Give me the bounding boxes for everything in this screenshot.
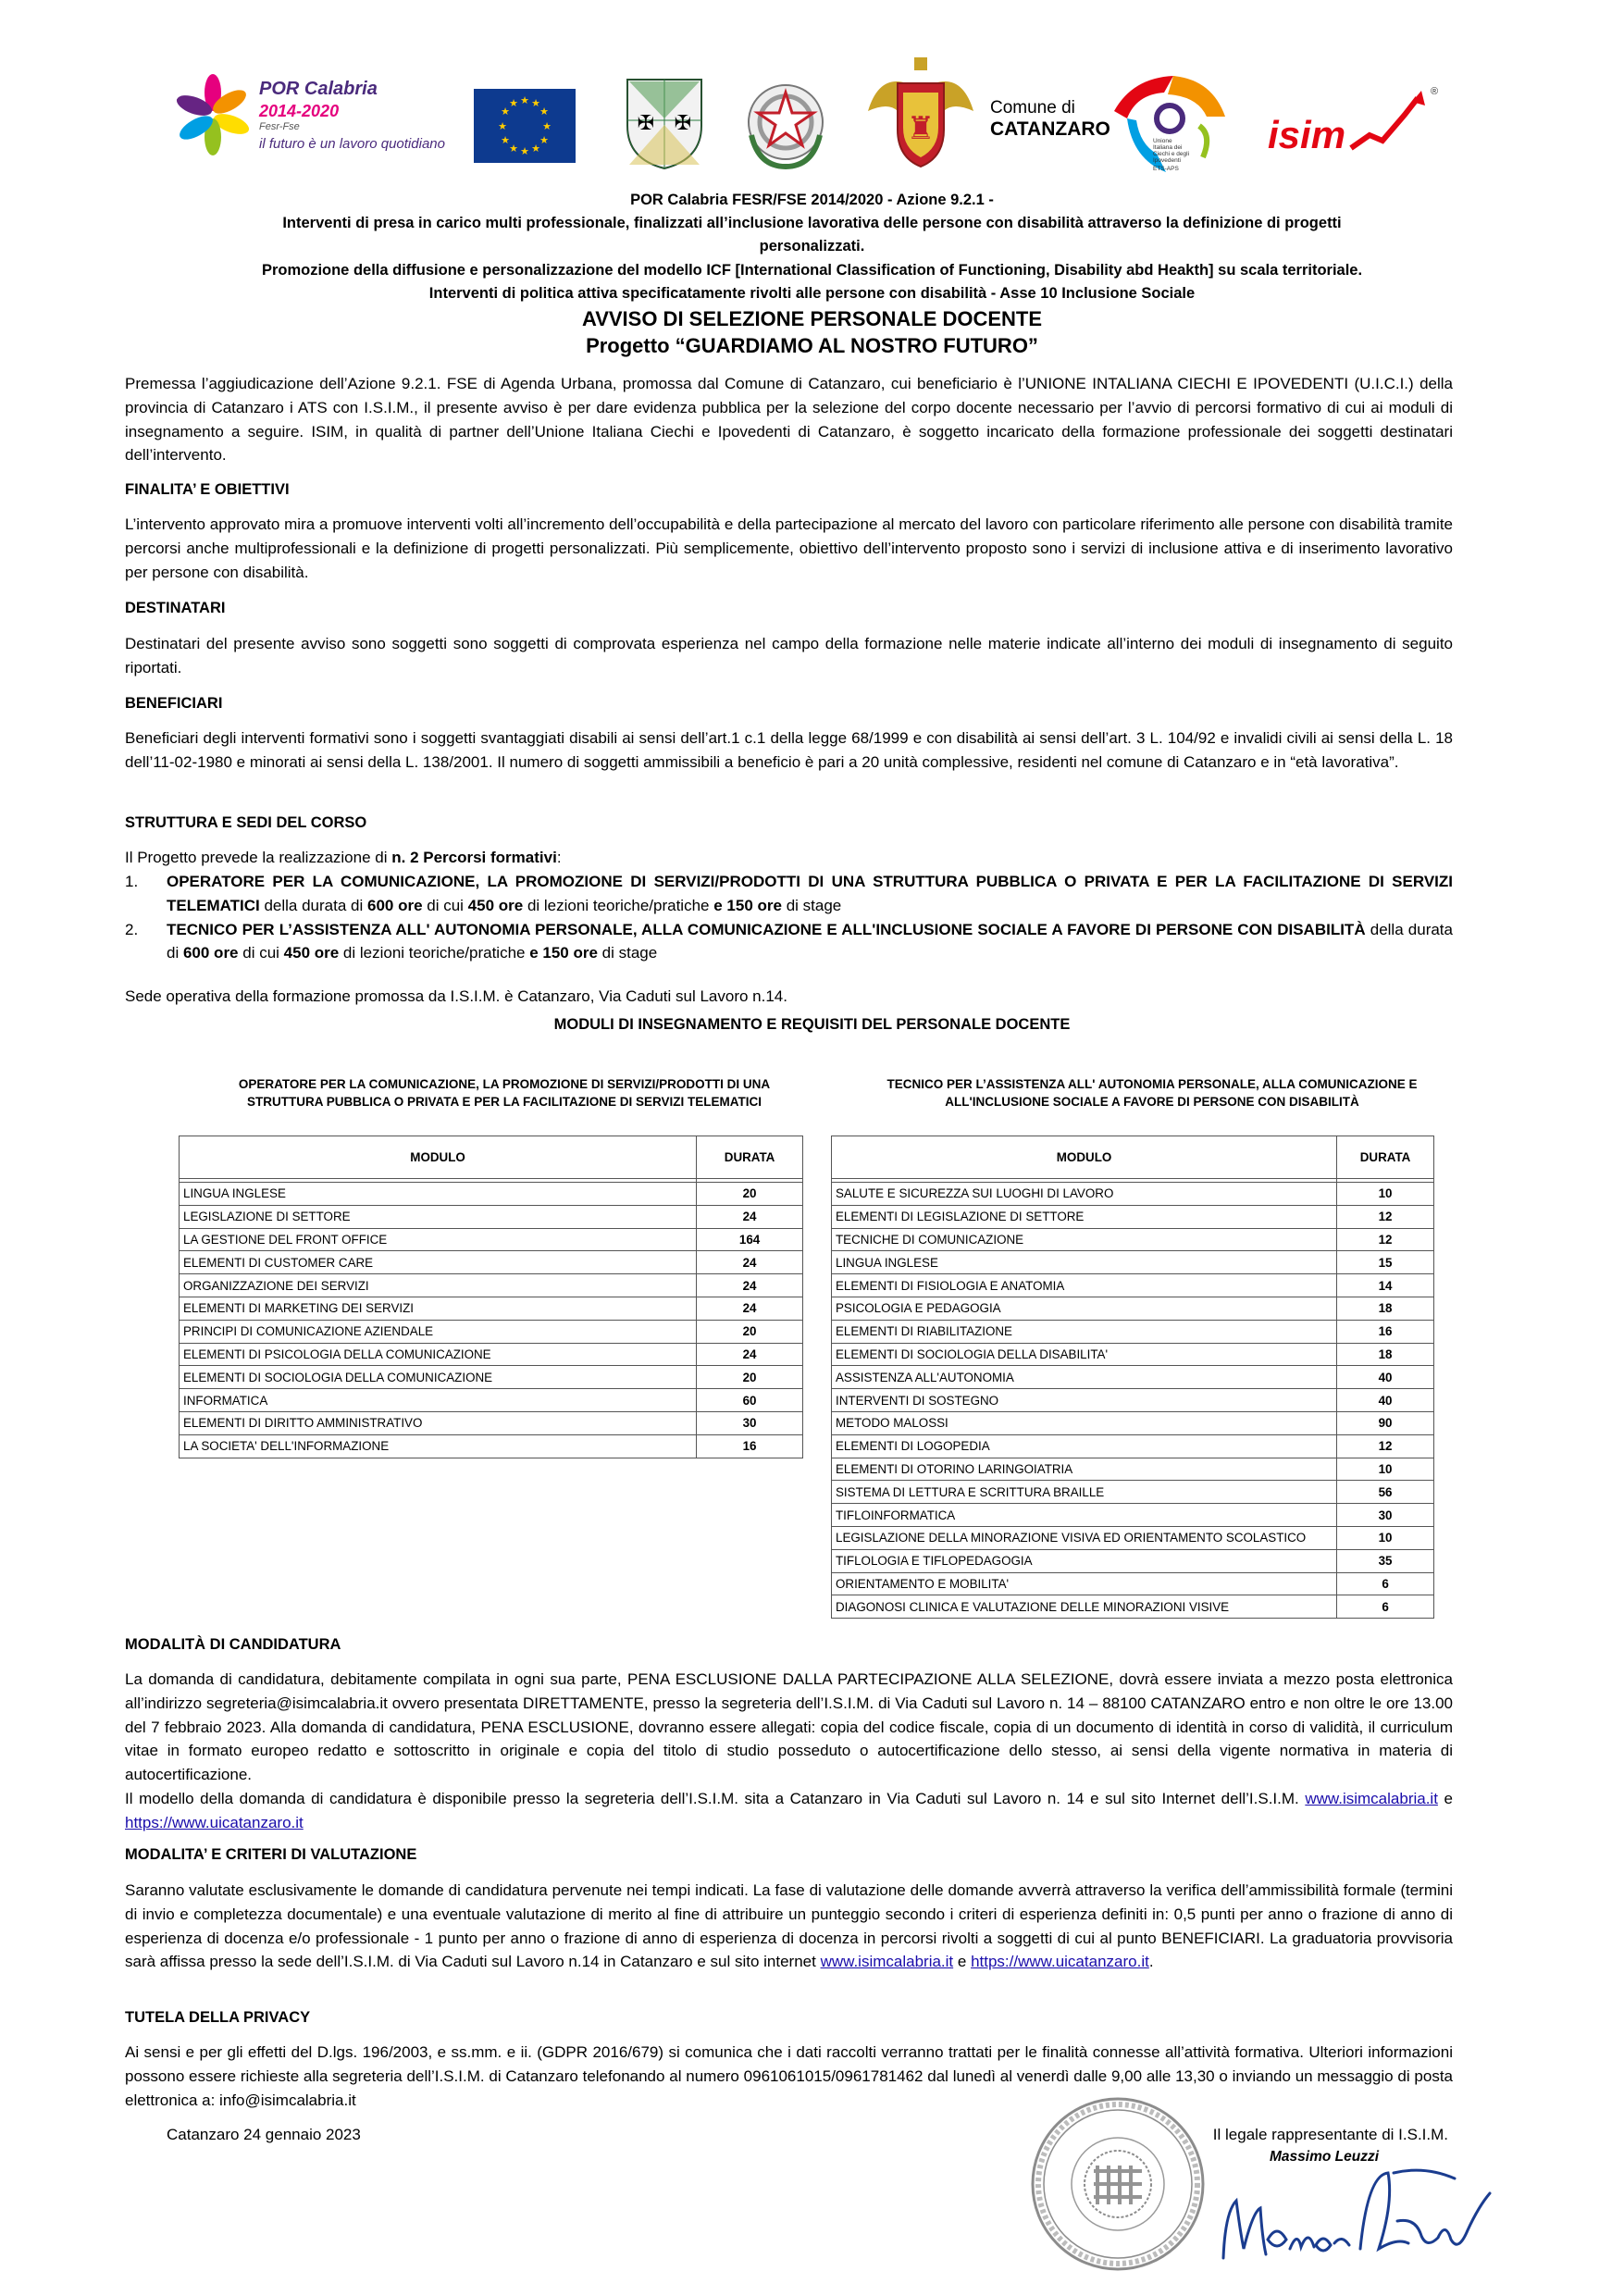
module-duration-cell: 24 bbox=[697, 1205, 803, 1228]
module-duration-cell: 16 bbox=[1337, 1320, 1434, 1343]
svg-text:★: ★ bbox=[498, 120, 507, 132]
course-list-item bbox=[125, 870, 1453, 918]
table-row bbox=[832, 1251, 1434, 1274]
handwritten-signature bbox=[1212, 2156, 1508, 2286]
table-row bbox=[180, 1297, 803, 1320]
module-duration-cell: 24 bbox=[697, 1297, 803, 1320]
section-heading-criteri: MODALITA’ E CRITERI DI VALUTAZIONE bbox=[125, 1846, 417, 1863]
comune-line2: CATANZARO bbox=[990, 118, 1110, 140]
module-duration-cell: 24 bbox=[697, 1251, 803, 1274]
module-name-cell: TIFLOINFORMATICA bbox=[832, 1504, 1337, 1527]
module-name-cell: LINGUA INGLESE bbox=[832, 1251, 1337, 1274]
course-hours-total: 600 ore bbox=[366, 896, 423, 914]
svg-text:★: ★ bbox=[501, 105, 510, 118]
criteri-end: . bbox=[1148, 1953, 1154, 1971]
table-row bbox=[832, 1549, 1434, 1572]
table-row bbox=[832, 1320, 1434, 1343]
module-name-cell: LINGUA INGLESE bbox=[180, 1183, 697, 1206]
module-name-cell: SISTEMA DI LETTURA E SCRITTURA BRAILLE bbox=[832, 1481, 1337, 1504]
svg-text:★: ★ bbox=[520, 94, 529, 106]
por-fund: Fesr-Fse bbox=[259, 121, 300, 132]
svg-text:✠: ✠ bbox=[674, 112, 692, 135]
module-name-cell: TIFLOLOGIA E TIFLOPEDAGOGIA bbox=[832, 1549, 1337, 1572]
isim-logo bbox=[1258, 81, 1444, 165]
module-duration-cell: 12 bbox=[1337, 1228, 1434, 1251]
table-row bbox=[832, 1389, 1434, 1412]
svg-text:♜: ♜ bbox=[906, 110, 936, 147]
module-name-cell: ELEMENTI DI LEGISLAZIONE DI SETTORE bbox=[832, 1205, 1337, 1228]
course-text: di lezioni teoriche/pratiche bbox=[339, 944, 530, 962]
svg-text:★: ★ bbox=[509, 143, 518, 155]
module-duration-cell: 18 bbox=[1337, 1297, 1434, 1320]
official-stamp-icon bbox=[1025, 2091, 1210, 2277]
header-line-4: Promozione della diffusione e personalizzazione del modello ICF [International Classification of Functioning, Disability abd Heakth] su scala territoriale. bbox=[261, 262, 1363, 279]
course-hours-lessons: 450 ore bbox=[283, 944, 340, 962]
calabria-region-crest-icon bbox=[620, 74, 709, 172]
module-name-cell: ELEMENTI DI CUSTOMER CARE bbox=[180, 1251, 697, 1274]
svg-text:★: ★ bbox=[509, 97, 518, 109]
module-name-cell: ELEMENTI DI LOGOPEDIA bbox=[832, 1434, 1337, 1458]
struttura-intro-count: n. 2 Percorsi formativi bbox=[391, 849, 557, 866]
table-row bbox=[180, 1274, 803, 1297]
svg-text:★: ★ bbox=[520, 145, 529, 157]
notice-title: AVVISO DI SELEZIONE PERSONALE DOCENTE bbox=[581, 307, 1043, 330]
module-duration-cell: 40 bbox=[1337, 1366, 1434, 1389]
module-name-cell: PSICOLOGIA E PEDAGOGIA bbox=[832, 1297, 1337, 1320]
uici-logo bbox=[1109, 74, 1231, 176]
finalita-paragraph: L’intervento approvato mira a promuove interventi volti all’incremento dell’occupabilità e della partecipazione al mercato del lavoro con particolare riferimento alle persone con disabilità tramite percorsi anche multiprofessionali e la definizione di progetti personalizzati. Più semplicemente, obiettivo dell’intervento proposto sono i servizi di inclusione attiva e di inserimento lavorativo per persone con disabilità. bbox=[125, 515, 1453, 581]
table-row bbox=[832, 1595, 1434, 1619]
sede-paragraph: Sede operativa della formazione promossa da I.S.I.M. è Catanzaro, Via Caduti sul Lavoro n.14. bbox=[125, 987, 787, 1005]
module-duration-cell: 35 bbox=[1337, 1549, 1434, 1572]
comune-catanzaro-logo bbox=[861, 56, 1110, 176]
table-row bbox=[832, 1411, 1434, 1434]
module-duration-cell: 30 bbox=[697, 1411, 803, 1434]
svg-text:★: ★ bbox=[539, 105, 549, 118]
course-text: di cui bbox=[422, 896, 468, 914]
module-name-cell: ELEMENTI DI OTORINO LARINGOIATRIA bbox=[832, 1458, 1337, 1481]
table1-title bbox=[180, 1075, 828, 1111]
module-duration-cell: 14 bbox=[1337, 1274, 1434, 1297]
table-row bbox=[832, 1434, 1434, 1458]
column-header-durata: DURATA bbox=[1337, 1136, 1434, 1179]
section-heading-privacy: TUTELA DELLA PRIVACY bbox=[125, 2009, 311, 2026]
table-row bbox=[180, 1183, 803, 1206]
course-text: della durata di bbox=[259, 896, 367, 914]
table-row bbox=[180, 1343, 803, 1366]
table-header-row bbox=[180, 1136, 803, 1179]
section-heading-beneficiari: BENEFICIARI bbox=[125, 695, 223, 712]
module-duration-cell: 164 bbox=[697, 1228, 803, 1251]
table-row bbox=[180, 1366, 803, 1389]
module-duration-cell: 60 bbox=[697, 1389, 803, 1412]
isim-reg: ® bbox=[1431, 86, 1439, 97]
por-motto: il futuro è un lavoro quotidiano bbox=[259, 136, 445, 152]
course-text: di lezioni teoriche/pratiche bbox=[523, 896, 714, 914]
svg-text:✠: ✠ bbox=[637, 112, 655, 135]
module-name-cell: ORGANIZZAZIONE DEI SERVIZI bbox=[180, 1274, 697, 1297]
header-line-5: Interventi di politica attiva specificatamente rivolti alle persone con disabilità - Asse 10 Inclusione Sociale bbox=[428, 285, 1196, 302]
signer-name: Massimo Leuzzi bbox=[1270, 2149, 1379, 2165]
table-row bbox=[180, 1205, 803, 1228]
svg-text:★: ★ bbox=[539, 134, 549, 146]
table-row bbox=[832, 1458, 1434, 1481]
isim-website-link[interactable]: www.isimcalabria.it bbox=[1305, 1790, 1438, 1807]
module-duration-cell: 90 bbox=[1337, 1411, 1434, 1434]
module-name-cell: ORIENTAMENTO E MOBILITA' bbox=[832, 1572, 1337, 1595]
module-name-cell: INTERVENTI DI SOSTEGNO bbox=[832, 1389, 1337, 1412]
module-duration-cell: 6 bbox=[1337, 1572, 1434, 1595]
link-separator: e bbox=[1437, 1790, 1453, 1807]
candidatura-paragraph: La domanda di candidatura, debitamente compilata in ogni sua parte, PENA ESCLUSIONE DALLA PARTECIPAZIONE ALLA SELEZIONE, dovrà essere inviata a mezzo posta elettronica all’indirizzo segreteria@isimcalabria.it ovvero presentata DIRETTAMENTE, presso la segreteria dell’I.S.I.M. di Via Caduti sul Lavoro n. 14 – 88100 CATANZARO entro e non oltre le ore 13.00 del 7 febbraio 2023. Alla domanda di candidatura, PENA ESCLUSIONE, dovranno essere allegati: copia del codice fiscale, copia di un documento di identità in corso di validità, il curriculum vitae in formato europeo redatto e sottoscritto in originale e copia del titolo di studio posseduto o autocertificazione dello stesso, ai sensi della vigente normativa in materia di autocertificazione. bbox=[125, 1670, 1453, 1784]
svg-text:★: ★ bbox=[531, 143, 540, 155]
module-name-cell: SALUTE E SICUREZZA SUI LUOGHI DI LAVORO bbox=[832, 1183, 1337, 1206]
column-header-durata: DURATA bbox=[697, 1136, 803, 1179]
section-heading-finalita: FINALITA’ E OBIETTIVI bbox=[125, 481, 290, 498]
table-row bbox=[832, 1183, 1434, 1206]
modello-paragraph bbox=[125, 1787, 1453, 1835]
struttura-intro bbox=[125, 846, 1453, 870]
course-hours-stage: e 150 ore bbox=[713, 896, 782, 914]
table-row bbox=[180, 1389, 803, 1412]
module-name-cell: LEGISLAZIONE DELLA MINORAZIONE VISIVA ED ORIENTAMENTO SCOLASTICO bbox=[832, 1526, 1337, 1549]
modello-text: Il modello della domanda di candidatura è disponibile presso la segreteria dell’I.S.I.M. sita a Catanzaro in Via Caduti sul Lavoro n. 14 e sul sito Internet dell’I.S.I.M. bbox=[125, 1790, 1299, 1807]
table-row bbox=[180, 1228, 803, 1251]
module-duration-cell: 12 bbox=[1337, 1434, 1434, 1458]
por-title: POR Calabria bbox=[259, 79, 378, 99]
module-name-cell: ASSISTENZA ALL'AUTONOMIA bbox=[832, 1366, 1337, 1389]
course-title: OPERATORE PER LA COMUNICAZIONE, LA PROMOZIONE DI SERVIZI/PRODOTTI DI UNA STRUTTURA PUBBLICA O PRIVATA E PER LA FACILITAZIONE DI SERVIZI TELEMATICI bbox=[167, 873, 1453, 914]
table-row bbox=[832, 1228, 1434, 1251]
module-name-cell: DIAGONOSI CLINICA E VALUTAZIONE DELLE MINORAZIONI VISIVE bbox=[832, 1595, 1337, 1619]
section-heading-moduli: MODULI DI INSEGNAMENTO E REQUISITI DEL PERSONALE DOCENTE bbox=[553, 1016, 1071, 1033]
intro-paragraph: Premessa l’aggiudicazione dell’Azione 9.2.1. FSE di Agenda Urbana, promossa dal Comune di Catanzaro, cui beneficiario è l’UNIONE INTALIANA CIECHI E IPOVEDENTI (U.I.C.I.) della provincia di Catanzaro i ATS con I.S.I.M., il presente avviso è per dare evidenza pubblica per la selezione del corpo docente necessario per l’avvio di percorsi formativo di cui ai moduli di insegnamento a seguire. ISIM, in qualità di partner dell’Unione Italiana Ciechi e Ipovedenti di Catanzaro, è soggetto incaricato della formazione professionale dei soggetti destinatari dell’intervento. bbox=[125, 375, 1453, 465]
module-name-cell: ELEMENTI DI PSICOLOGIA DELLA COMUNICAZIONE bbox=[180, 1343, 697, 1366]
table2-title-line1: TECNICO PER L’ASSISTENZA ALL' AUTONOMIA PERSONALE, ALLA COMUNICAZIONE E bbox=[886, 1077, 1418, 1091]
uici-line4: Ipovedenti bbox=[1153, 157, 1181, 164]
uici-line2: Italiana dei bbox=[1153, 144, 1183, 151]
table1-title-line1: OPERATORE PER LA COMUNICAZIONE, LA PROMOZIONE DI SERVIZI/PRODOTTI DI UNA bbox=[238, 1077, 771, 1091]
uici-line1: Unione bbox=[1153, 138, 1172, 144]
header-line-2: Interventi di presa in carico multi professionale, finalizzati all’inclusione lavorativa delle persone con disabilità attraverso la definizione di progetti bbox=[282, 215, 1342, 231]
module-duration-cell: 12 bbox=[1337, 1205, 1434, 1228]
module-duration-cell: 20 bbox=[697, 1183, 803, 1206]
project-title: Progetto “GUARDIAMO AL NOSTRO FUTURO” bbox=[586, 334, 1038, 357]
module-duration-cell: 56 bbox=[1337, 1481, 1434, 1504]
column-header-modulo: MODULO bbox=[180, 1136, 697, 1179]
module-duration-cell: 10 bbox=[1337, 1458, 1434, 1481]
table-row bbox=[180, 1434, 803, 1458]
course-list-item bbox=[125, 918, 1453, 966]
uici-line5: ETS-APS bbox=[1153, 166, 1179, 172]
svg-text:★: ★ bbox=[542, 120, 552, 132]
table-row bbox=[180, 1320, 803, 1343]
section-heading-struttura: STRUTTURA E SEDI DEL CORSO bbox=[125, 814, 367, 831]
struttura-intro-text: Il Progetto prevede la realizzazione di bbox=[125, 849, 392, 866]
eu-flag-logo bbox=[474, 89, 576, 163]
module-name-cell: ELEMENTI DI RIABILITAZIONE bbox=[832, 1320, 1337, 1343]
column-header-modulo: MODULO bbox=[832, 1136, 1337, 1179]
module-name-cell: LA GESTIONE DEL FRONT OFFICE bbox=[180, 1228, 697, 1251]
criteri-paragraph bbox=[125, 1879, 1453, 1974]
module-duration-cell: 18 bbox=[1337, 1343, 1434, 1366]
uici-website-link[interactable]: https://www.uicatanzaro.it bbox=[971, 1953, 1149, 1971]
course-text: di stage bbox=[597, 944, 658, 962]
module-name-cell: ELEMENTI DI SOCIOLOGIA DELLA DISABILITA' bbox=[832, 1343, 1337, 1366]
legal-representative-label: Il legale rappresentante di I.S.I.M. bbox=[1212, 2126, 1448, 2143]
section-heading-candidatura: MODALITÀ DI CANDIDATURA bbox=[125, 1636, 341, 1653]
course-hours-total: 600 ore bbox=[182, 944, 239, 962]
place-date: Catanzaro 24 gennaio 2023 bbox=[167, 2126, 361, 2143]
module-duration-cell: 20 bbox=[697, 1320, 803, 1343]
uici-website-link[interactable]: https://www.uicatanzaro.it bbox=[125, 1813, 304, 1831]
isim-text: isim bbox=[1268, 113, 1346, 156]
svg-text:★: ★ bbox=[501, 134, 510, 146]
course-hours-stage: e 150 ore bbox=[529, 944, 598, 962]
table-row bbox=[832, 1481, 1434, 1504]
por-calabria-logo bbox=[167, 67, 444, 168]
section-heading-destinatari: DESTINATARI bbox=[125, 600, 226, 616]
link-separator: e bbox=[953, 1953, 972, 1971]
modules-table-tecnico bbox=[831, 1136, 1434, 1619]
table2-title-line2: ALL'INCLUSIONE SOCIALE A FAVORE DI PERSONE CON DISABILITÀ bbox=[945, 1095, 1359, 1109]
table-row bbox=[832, 1366, 1434, 1389]
course-text: della durata di bbox=[167, 920, 1453, 962]
module-duration-cell: 24 bbox=[697, 1343, 803, 1366]
por-years: 2014-2020 bbox=[259, 102, 340, 120]
table-row bbox=[832, 1572, 1434, 1595]
course-hours-lessons: 450 ore bbox=[467, 896, 524, 914]
module-name-cell: LEGISLAZIONE DI SETTORE bbox=[180, 1205, 697, 1228]
uici-line3: Ciechi e degli bbox=[1153, 151, 1190, 157]
module-duration-cell: 30 bbox=[1337, 1504, 1434, 1527]
comune-line1: Comune di bbox=[990, 98, 1075, 118]
module-name-cell: TECNICHE DI COMUNICAZIONE bbox=[832, 1228, 1337, 1251]
module-duration-cell: 40 bbox=[1337, 1389, 1434, 1412]
module-name-cell: ELEMENTI DI FISIOLOGIA E ANATOMIA bbox=[832, 1274, 1337, 1297]
module-name-cell: METODO MALOSSI bbox=[832, 1411, 1337, 1434]
table-row bbox=[832, 1526, 1434, 1549]
module-duration-cell: 6 bbox=[1337, 1595, 1434, 1619]
module-name-cell: ELEMENTI DI SOCIOLOGIA DELLA COMUNICAZIONE bbox=[180, 1366, 697, 1389]
privacy-paragraph: Ai sensi e per gli effetti del D.lgs. 196/2003, e ss.mm. e ii. (GDPR 2016/679) si comunica che i dati raccolti verranno trattati per le finalità connesse all’attività formativa. Ulteriori informazioni possono essere richieste alla segreteria dell’I.S.I.M. di Catanzaro telefonando al numero 0961061015/0961781462 dal lunedì al venerdì dalle 9,00 alle 13,30 o inviando un messaggio di posta elettronica a: info@isimcalabria.it bbox=[125, 2043, 1453, 2109]
module-duration-cell: 16 bbox=[697, 1434, 803, 1458]
module-duration-cell: 20 bbox=[697, 1366, 803, 1389]
course-number: 2. bbox=[125, 920, 139, 938]
svg-text:★: ★ bbox=[531, 97, 540, 109]
destinatari-paragraph: Destinatari del presente avviso sono soggetti sono soggetti di comprovata esperienza nel campo della formazione nelle materie indicate all’interno dei moduli di insegnamento di seguito riportati. bbox=[125, 635, 1453, 676]
course-text: di cui bbox=[238, 944, 284, 962]
header-line-1: POR Calabria FESR/FSE 2014/2020 - Azione 9.2.1 - bbox=[630, 192, 994, 208]
course-list bbox=[125, 870, 1453, 965]
course-text: di stage bbox=[781, 896, 842, 914]
beneficiari-paragraph: Beneficiari degli interventi formativi sono i soggetti svantaggiati disabili ai sensi dell’art.1 c.1 della legge 68/1999 e con disabilità ai sensi dell’art. 3 L. 104/92 e invalidi civili ai sensi della L. 18 dell’11-02-1980 e minorati ai sensi della L. 138/2001. Il numero di soggetti ammissibili a beneficio è pari a 20 unità complessive, residenti nel comune di Catanzaro e in “età lavorativa”. bbox=[125, 729, 1453, 771]
module-duration-cell: 10 bbox=[1337, 1526, 1434, 1549]
table-header-row bbox=[832, 1136, 1434, 1179]
table-row bbox=[180, 1411, 803, 1434]
module-name-cell: ELEMENTI DI MARKETING DEI SERVIZI bbox=[180, 1297, 697, 1320]
module-duration-cell: 10 bbox=[1337, 1183, 1434, 1206]
table2-title bbox=[828, 1075, 1476, 1111]
table-row bbox=[832, 1274, 1434, 1297]
module-name-cell: LA SOCIETA' DELL'INFORMAZIONE bbox=[180, 1434, 697, 1458]
module-name-cell: ELEMENTI DI DIRITTO AMMINISTRATIVO bbox=[180, 1411, 697, 1434]
course-title: TECNICO PER L’ASSISTENZA ALL' AUTONOMIA PERSONALE, ALLA COMUNICAZIONE E ALL'INCLUSIONE SOCIALE A FAVORE DI PERSONE CON DISABILITÀ bbox=[167, 920, 1366, 938]
table1-title-line2: STRUTTURA PUBBLICA O PRIVATA E PER LA FACILITAZIONE DI SERVIZI TELEMATICI bbox=[247, 1095, 762, 1109]
module-duration-cell: 24 bbox=[697, 1274, 803, 1297]
table-row bbox=[832, 1297, 1434, 1320]
course-number: 1. bbox=[125, 873, 139, 890]
italian-republic-emblem-icon bbox=[740, 70, 831, 172]
table-row bbox=[832, 1205, 1434, 1228]
table-row bbox=[832, 1504, 1434, 1527]
module-name-cell: INFORMATICA bbox=[180, 1389, 697, 1412]
table-row bbox=[180, 1251, 803, 1274]
struttura-intro-colon: : bbox=[556, 849, 562, 866]
table-row bbox=[832, 1343, 1434, 1366]
criteri-text: Saranno valutate esclusivamente le domande di candidatura pervenute nei tempi indicati. La fase di valutazione delle domande avverrà attraverso la verifica dell’ammissibilità formale (termini di invio e completezza documentale) e una eventuale valutazione di merito al fine di attribuire un punteggio secondo i criteri di esperienza definiti in: 0,5 punti per anno o frazione di anno di esperienza di docenza e/o professionale - 1 punto per anno o frazione di anno di esperienza di docenza in percorsi rivolti a soggetti di cui al punto BENEFICIARI. La graduatoria provvisoria sarà affissa presso la sede dell’I.S.I.M. di Via Caduti sul Lavoro n.14 in Catanzaro e sul sito internet bbox=[125, 1881, 1453, 1971]
isim-website-link[interactable]: www.isimcalabria.it bbox=[820, 1953, 954, 1971]
modules-table-operatore bbox=[179, 1136, 803, 1458]
module-name-cell: PRINCIPI DI COMUNICAZIONE AZIENDALE bbox=[180, 1320, 697, 1343]
module-duration-cell: 15 bbox=[1337, 1251, 1434, 1274]
header-line-3: personalizzati. bbox=[759, 238, 865, 254]
